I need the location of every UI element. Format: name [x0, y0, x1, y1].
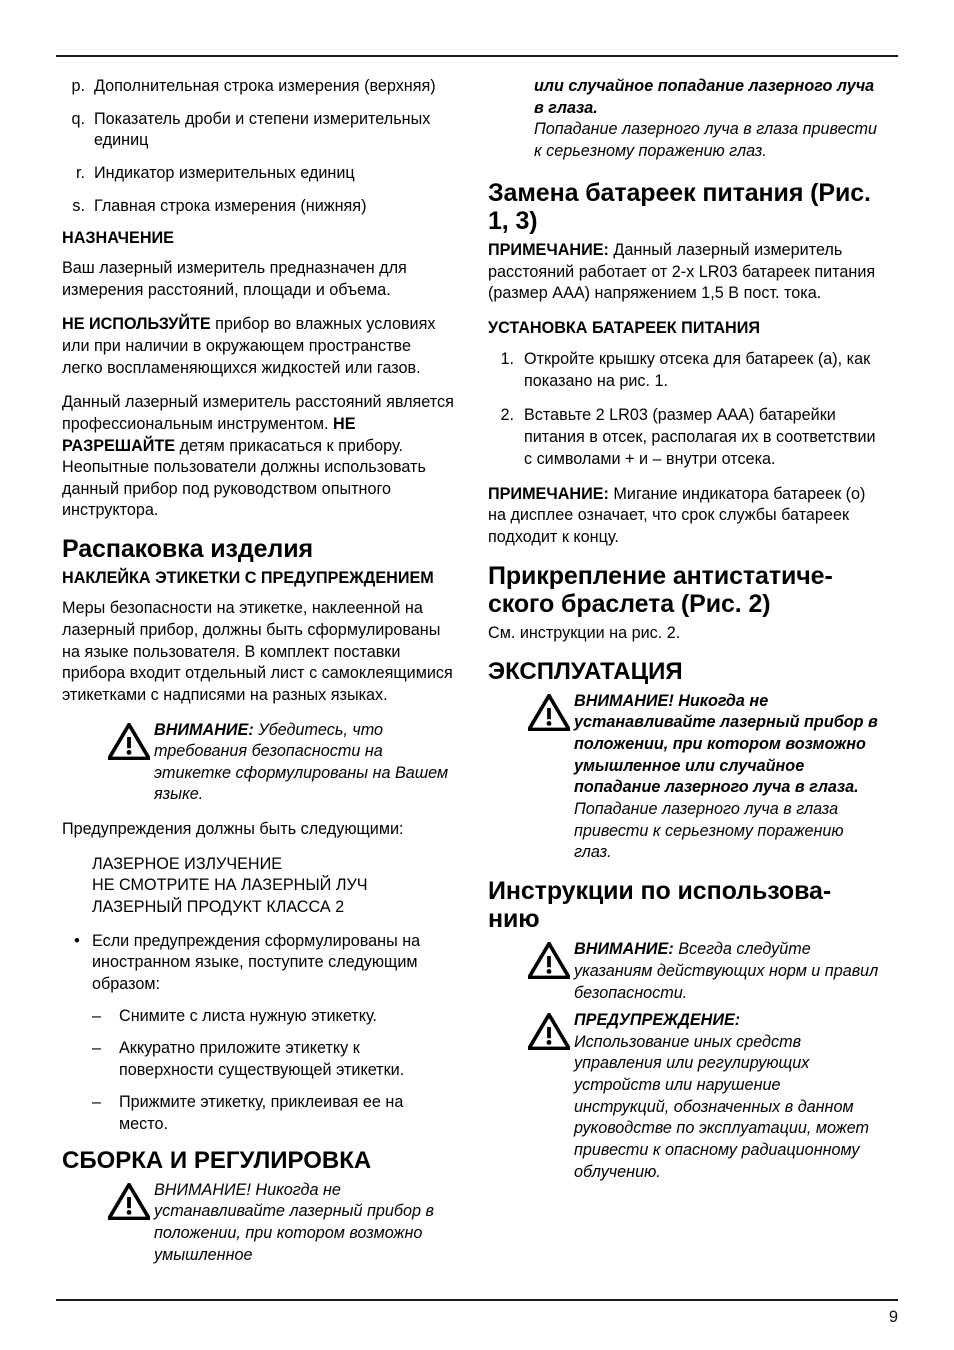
laser-label-line: НЕ СМОТРИТЕ НА ЛАЗЕРНЫЙ ЛУЧ: [92, 876, 368, 895]
warning-italic-part: Попадание лазерного луча в глаза привести к серьезному поражению глаз.: [574, 799, 844, 862]
warning-callout-usage-2: [528, 1010, 880, 1183]
list-item-label: Откройте крышку отсека для батареек (a), как показано на рис. 1.: [524, 349, 871, 391]
list-item-label: Показатель дроби и степени измерительных единиц: [94, 109, 431, 150]
section-heading-usage: Инструкции по использова-нию: [488, 876, 832, 934]
section-heading-unpacking: Распаковка изделия: [62, 535, 313, 564]
warning-bold-part: ВНИМАНИЕ! Никогда не устанавливайте лазерный прибор в положении, при котором возможно умышленное или случайное попадание лазерного луча в глаза.: [574, 691, 878, 797]
list-item-label: Прижмите этикетку, приклеивая ее на место.: [119, 1093, 404, 1134]
section-heading-operation: ЭКСПЛУАТАЦИЯ: [488, 657, 683, 685]
right-column: [488, 76, 880, 1196]
purpose-paragraph-3-part1: Данный лазерный измеритель расстояний является профессиональным инструментом.: [62, 393, 454, 433]
battery-note-2: [488, 484, 880, 549]
list-item-label: Снимите с листа нужную этикетку.: [119, 1006, 377, 1025]
note-lead: ПРИМЕЧАНИЕ:: [488, 484, 609, 503]
left-column: [62, 76, 454, 1279]
warning-lead: ВНИМАНИЕ:: [574, 940, 674, 959]
list-item: [62, 931, 454, 996]
emphasis-do-not-allow: НЕ РАЗРЕШАЙТЕ: [62, 414, 356, 455]
purpose-paragraph-2: [62, 314, 454, 379]
list-item-label: Индикатор измерительных единиц: [94, 163, 355, 182]
laser-label-text: [92, 854, 454, 919]
battery-note-1: [488, 240, 880, 305]
warning-lead: ВНИМАНИЕ:: [154, 720, 254, 739]
list-item: [92, 1006, 454, 1028]
note-body: Данный лазерный измеритель расстояний работает от 2-х LR03 батареек питания (размер AAA) напряжением 1,5 В пост. тока.: [488, 241, 876, 303]
list-marker: q.: [71, 109, 85, 128]
warning-continuation-bold: или случайное попадание лазерного луча в глаза.: [534, 77, 875, 117]
bracelet-paragraph: См. инструкции на рис. 2.: [488, 624, 681, 643]
unpacking-paragraph: Меры безопасности на этикетке, наклеенной на лазерный прибор, должны быть сформулированы на языке пользователя. В комплект поставки прибора входит отдельный лист с самоклеящимися этикетками с надписями на разных языках.: [62, 599, 453, 704]
warning-text: [574, 691, 880, 864]
dash-marker: –: [92, 1039, 102, 1058]
warning-triangle-icon: [528, 691, 574, 864]
list-marker: s.: [72, 196, 85, 215]
step-marker: 2.: [500, 405, 514, 424]
list-item-label: Главная строка измерения (нижняя): [94, 196, 367, 215]
warning-text: ВНИМАНИЕ! Никогда не устанавливайте лазерный прибор в положении, при котором возможно умышленное: [154, 1180, 434, 1264]
laser-label-line: ЛАЗЕРНЫЙ ПРОДУКТ КЛАССА 2: [92, 898, 345, 917]
list-item: [62, 76, 454, 98]
list-item-label: Аккуратно приложите этикетку к поверхности существующей этикетки.: [119, 1039, 405, 1079]
note-lead: ПРИМЕЧАНИЕ:: [488, 241, 609, 259]
list-item: [488, 348, 880, 393]
display-items-list: [62, 76, 454, 217]
warning-text: [154, 720, 454, 807]
warning-text: [574, 939, 880, 1004]
section-heading-assembly: СБОРКА И РЕГУЛИРОВКА: [62, 1146, 372, 1174]
subheading-battery-install: УСТАНОВКА БАТАРЕЕК ПИТАНИЯ: [488, 318, 760, 337]
warnings-intro: Предупреждения должны быть следующими:: [62, 820, 404, 838]
list-item: [92, 1038, 454, 1081]
purpose-paragraph-1: Ваш лазерный измеритель предназначен для измерения расстояний, площади и объема.: [62, 259, 407, 299]
warning-triangle-icon: [108, 720, 154, 807]
laser-label-line: ЛАЗЕРНОЕ ИЗЛУЧЕНИЕ: [92, 854, 283, 873]
section-heading-bracelet: Прикрепление антистатиче-ского браслета (Рис. 2): [488, 561, 833, 618]
warning-continuation-italic: Попадание лазерного луча в глаза привести к серьезному поражению глаз.: [534, 120, 878, 160]
subheading-warning-label: НАКЛЕЙКА ЭТИКЕТКИ С ПРЕДУПРЕЖДЕНИЕМ: [62, 569, 434, 588]
warning-text: [574, 1010, 880, 1183]
list-item-label: Дополнительная строка измерения (верхняя): [94, 77, 436, 95]
note-body: Мигание индикатора батареек (o) на дисплее означает, что срок службы батареек подходит к концу.: [488, 484, 866, 546]
purpose-paragraph-3-part2: детям прикасаться к прибору. Неопытные пользователи должны использовать данный прибор под руководством опытного инструктора.: [62, 436, 426, 520]
list-item: [62, 196, 454, 218]
warning-body: Использование иных средств управления или регулирующих устройств или нарушение инструкций, обозначенных в данном руководстве по эксплуатации, может привести к опасному радиационному облучению.: [574, 1032, 870, 1181]
dash-marker: –: [92, 1093, 102, 1112]
section-heading-purpose: НАЗНАЧЕНИЕ: [62, 229, 174, 248]
warning-triangle-icon: [528, 1010, 574, 1183]
list-item: [62, 109, 454, 152]
warning-callout-assembly: [108, 1180, 454, 1267]
list-marker: r.: [76, 163, 85, 182]
purpose-paragraph-2-rest: прибор во влажных условиях или при наличии в окружающем пространстве легко воспламеняющихся жидкостей или газов.: [62, 315, 436, 377]
bullet-marker: •: [74, 931, 80, 950]
warning-callout-usage-1: [528, 939, 880, 1004]
label-steps-list: [92, 1006, 454, 1136]
step-marker: 1.: [500, 349, 514, 368]
warning-callout-label-language: [108, 720, 454, 807]
warning-triangle-icon: [108, 1180, 154, 1267]
list-marker: p.: [71, 77, 85, 95]
list-item: [92, 1092, 454, 1135]
warning-triangle-icon: [528, 939, 574, 1004]
purpose-paragraph-3: [62, 392, 454, 522]
warning-body: Всегда следуйте указаниям действующих норм и правил безопасности.: [574, 940, 879, 1002]
warning-continuation-block: [534, 76, 880, 163]
list-item-label: Если предупреждения сформулированы на иностранном языке, поступите следующим образом:: [92, 931, 421, 993]
dash-marker: –: [92, 1006, 102, 1025]
list-item: [62, 163, 454, 185]
warning-lead: ПРЕДУПРЕЖДЕНИЕ:: [574, 1011, 741, 1030]
warning-callout-operation: [528, 691, 880, 864]
warning-body: Убедитесь, что требования безопасности на этикетке сформулированы на Вашем языке.: [154, 720, 449, 804]
list-item-label: Вставьте 2 LR03 (размер AAA) батарейки питания в отсек, располагая их в соответствии с символами + и – внутри отсека.: [524, 405, 876, 469]
foreign-language-bullet-list: [62, 931, 454, 996]
footer-rule: [56, 1299, 898, 1301]
battery-steps-list: [488, 348, 880, 471]
section-heading-battery: Замена батареек питания (Рис. 1, 3): [488, 178, 871, 235]
header-rule: [56, 55, 898, 57]
emphasis-do-not-use: НЕ ИСПОЛЬЗУЙТЕ: [62, 315, 211, 334]
list-item: [488, 404, 880, 471]
page-number: 9: [888, 1308, 898, 1326]
